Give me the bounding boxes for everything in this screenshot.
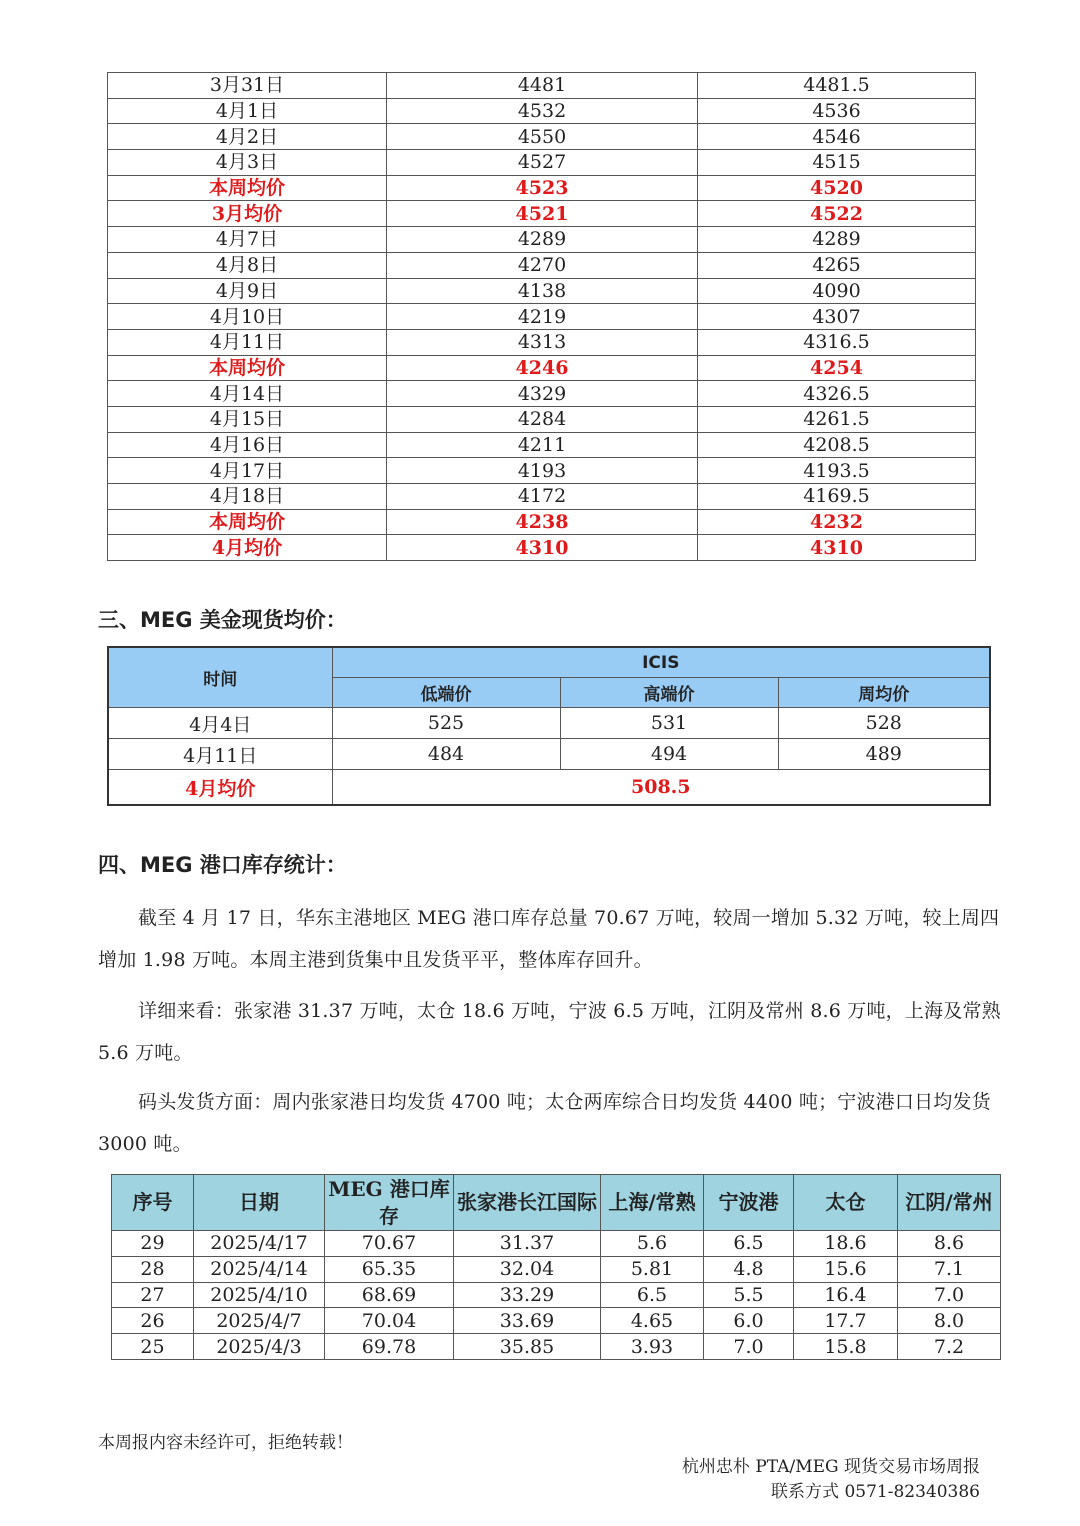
column-header: 序号 — [112, 1175, 194, 1231]
column-header: 上海/常熟 — [601, 1175, 704, 1231]
table-row — [112, 1334, 1001, 1360]
cell: 4月9日 — [108, 278, 387, 304]
cell: 26 — [112, 1308, 194, 1334]
cell: 531 — [560, 708, 778, 739]
cell: 25 — [112, 1334, 194, 1360]
cell: 5.5 — [704, 1282, 794, 1308]
copyright-notice: 本周报内容未经许可，拒绝转载！ — [98, 1433, 353, 1453]
cell: 4090 — [698, 278, 976, 304]
cell: 484 — [332, 739, 560, 770]
cell: 2025/4/14 — [194, 1256, 325, 1282]
cell: 18.6 — [794, 1231, 898, 1257]
paragraph: 码头发货方面：周内张家港日均发货 4700 吨；太仓两库综合日均发货 4400 吨；宁波港口日均发货 3000 吨。 — [98, 1091, 991, 1155]
table-row — [108, 406, 976, 432]
cell: 4284 — [387, 406, 698, 432]
cell: 3月均价 — [108, 201, 387, 227]
cell: 4289 — [698, 227, 976, 253]
table-row — [108, 150, 976, 176]
table-row — [108, 98, 976, 124]
paragraph: 截至 4 月 17 日，华东主港地区 MEG 港口库存总量 70.67 万吨，较周一增加 5.32 万吨，较上周四增加 1.98 万吨。本周主港到货集中且发货平平，整体库存回升。 — [98, 907, 1000, 971]
average-row — [108, 201, 976, 227]
cell: 7.1 — [898, 1256, 1001, 1282]
cell: 7.2 — [898, 1334, 1001, 1360]
table-row — [108, 708, 990, 739]
contact: 联系方式 0571-82340386 — [771, 1482, 980, 1502]
cell: 4313 — [387, 329, 698, 355]
cell: 4月18日 — [108, 484, 387, 510]
table-row — [108, 304, 976, 330]
cell: 4211 — [387, 432, 698, 458]
table-row — [108, 739, 990, 770]
table-row — [108, 278, 976, 304]
cell: 32.04 — [454, 1256, 601, 1282]
table-row — [108, 73, 976, 99]
cell: 4521 — [387, 201, 698, 227]
cell: 35.85 — [454, 1334, 601, 1360]
cell: 本周均价 — [108, 509, 387, 535]
cell: 6.5 — [601, 1282, 704, 1308]
cell: 4522 — [698, 201, 976, 227]
cell: 2025/4/17 — [194, 1231, 325, 1257]
column-header: 日期 — [194, 1175, 325, 1231]
section4-heading: 四、MEG 港口库存统计： — [98, 853, 347, 877]
cell: 15.8 — [794, 1334, 898, 1360]
cell: 4310 — [698, 535, 976, 561]
cell: 525 — [332, 708, 560, 739]
table-row — [108, 432, 976, 458]
cell: 4月17日 — [108, 458, 387, 484]
cell: 16.4 — [794, 1282, 898, 1308]
cell: 2025/4/10 — [194, 1282, 325, 1308]
cell: 31.37 — [454, 1231, 601, 1257]
cell: 4169.5 — [698, 484, 976, 510]
cell: 4月2日 — [108, 124, 387, 150]
column-header: 张家港长江国际 — [454, 1175, 601, 1231]
column-header: 太仓 — [794, 1175, 898, 1231]
cell: 4316.5 — [698, 329, 976, 355]
cell: 7.0 — [704, 1334, 794, 1360]
cell: 4238 — [387, 509, 698, 535]
cell: 6.0 — [704, 1308, 794, 1334]
table-row — [108, 329, 976, 355]
cell: 4219 — [387, 304, 698, 330]
table-row — [112, 1231, 1001, 1257]
cell: 69.78 — [325, 1334, 454, 1360]
cell: 4.65 — [601, 1308, 704, 1334]
cell: 本周均价 — [108, 355, 387, 381]
cell: 6.5 — [704, 1231, 794, 1257]
cell: 33.29 — [454, 1282, 601, 1308]
column-header: MEG 港口库存 — [325, 1175, 454, 1231]
average-row — [108, 355, 976, 381]
cell: 4270 — [387, 252, 698, 278]
cell: 4265 — [698, 252, 976, 278]
table-row — [112, 1256, 1001, 1282]
cell: 4523 — [387, 175, 698, 201]
table-row — [112, 1282, 1001, 1308]
cell: 4月7日 — [108, 227, 387, 253]
cell: 4月16日 — [108, 432, 387, 458]
meg-usd-price-table — [107, 646, 991, 806]
cell: 3月31日 — [108, 73, 387, 99]
cell: 4208.5 — [698, 432, 976, 458]
cell: 70.67 — [325, 1231, 454, 1257]
cell: 4254 — [698, 355, 976, 381]
cell: 4326.5 — [698, 381, 976, 407]
week-avg-header: 周均价 — [778, 678, 990, 708]
cell: 28 — [112, 1256, 194, 1282]
avg-label: 4月均价 — [108, 770, 332, 806]
column-header: 江阴/常州 — [898, 1175, 1001, 1231]
low-price-header: 低端价 — [332, 678, 560, 708]
table-row — [108, 227, 976, 253]
cell: 2025/4/7 — [194, 1308, 325, 1334]
cell: 489 — [778, 739, 990, 770]
cell: 4310 — [387, 535, 698, 561]
publisher: 杭州忠朴 PTA/MEG 现货交易市场周报 — [681, 1457, 980, 1477]
cell: 2025/4/3 — [194, 1334, 325, 1360]
cell: 4550 — [387, 124, 698, 150]
table-row — [112, 1308, 1001, 1334]
cell: 4307 — [698, 304, 976, 330]
cell: 27 — [112, 1282, 194, 1308]
cell: 4481.5 — [698, 73, 976, 99]
cell: 4520 — [698, 175, 976, 201]
cell: 4536 — [698, 98, 976, 124]
table-row — [108, 381, 976, 407]
section3-heading: 三、MEG 美金现货均价： — [98, 608, 347, 632]
cell: 4532 — [387, 98, 698, 124]
cell: 4481 — [387, 73, 698, 99]
cell: 17.7 — [794, 1308, 898, 1334]
column-header: 宁波港 — [704, 1175, 794, 1231]
cell: 4232 — [698, 509, 976, 535]
cell: 5.6 — [601, 1231, 704, 1257]
cell: 4546 — [698, 124, 976, 150]
cell: 4193.5 — [698, 458, 976, 484]
table-row — [108, 458, 976, 484]
cell: 65.35 — [325, 1256, 454, 1282]
cell: 4289 — [387, 227, 698, 253]
cell: 4月8日 — [108, 252, 387, 278]
port-inventory-table — [111, 1174, 1001, 1360]
cell: 528 — [778, 708, 990, 739]
cell: 4138 — [387, 278, 698, 304]
cell: 4月4日 — [108, 708, 332, 739]
cell: 5.81 — [601, 1256, 704, 1282]
cell: 15.6 — [794, 1256, 898, 1282]
table-row — [108, 252, 976, 278]
paragraph: 详细来看：张家港 31.37 万吨，太仓 18.6 万吨，宁波 6.5 万吨，江阴及常州 8.6 万吨，上海及常熟 5.6 万吨。 — [98, 1000, 1001, 1064]
cell: 7.0 — [898, 1282, 1001, 1308]
daily-price-table — [107, 72, 976, 561]
average-row — [108, 175, 976, 201]
cell: 3.93 — [601, 1334, 704, 1360]
cell: 4月3日 — [108, 150, 387, 176]
cell: 4月11日 — [108, 329, 387, 355]
cell: 4527 — [387, 150, 698, 176]
cell: 4月1日 — [108, 98, 387, 124]
cell: 4月15日 — [108, 406, 387, 432]
cell: 8.6 — [898, 1231, 1001, 1257]
high-price-header: 高端价 — [560, 678, 778, 708]
table-row — [108, 124, 976, 150]
cell: 4515 — [698, 150, 976, 176]
avg-value: 508.5 — [332, 770, 990, 806]
cell: 4月11日 — [108, 739, 332, 770]
cell: 4月10日 — [108, 304, 387, 330]
month-avg-row — [108, 770, 990, 806]
cell: 68.69 — [325, 1282, 454, 1308]
average-row — [108, 535, 976, 561]
cell: 494 — [560, 739, 778, 770]
cell: 8.0 — [898, 1308, 1001, 1334]
cell: 4261.5 — [698, 406, 976, 432]
cell: 4246 — [387, 355, 698, 381]
cell: 本周均价 — [108, 175, 387, 201]
table-row — [108, 484, 976, 510]
cell: 29 — [112, 1231, 194, 1257]
cell: 4172 — [387, 484, 698, 510]
cell: 4月14日 — [108, 381, 387, 407]
cell: 4.8 — [704, 1256, 794, 1282]
cell: 70.04 — [325, 1308, 454, 1334]
cell: 4329 — [387, 381, 698, 407]
average-row — [108, 509, 976, 535]
cell: 33.69 — [454, 1308, 601, 1334]
cell: 4193 — [387, 458, 698, 484]
cell: 4月均价 — [108, 535, 387, 561]
icis-header: ICIS — [332, 647, 990, 678]
time-header: 时间 — [108, 647, 332, 708]
